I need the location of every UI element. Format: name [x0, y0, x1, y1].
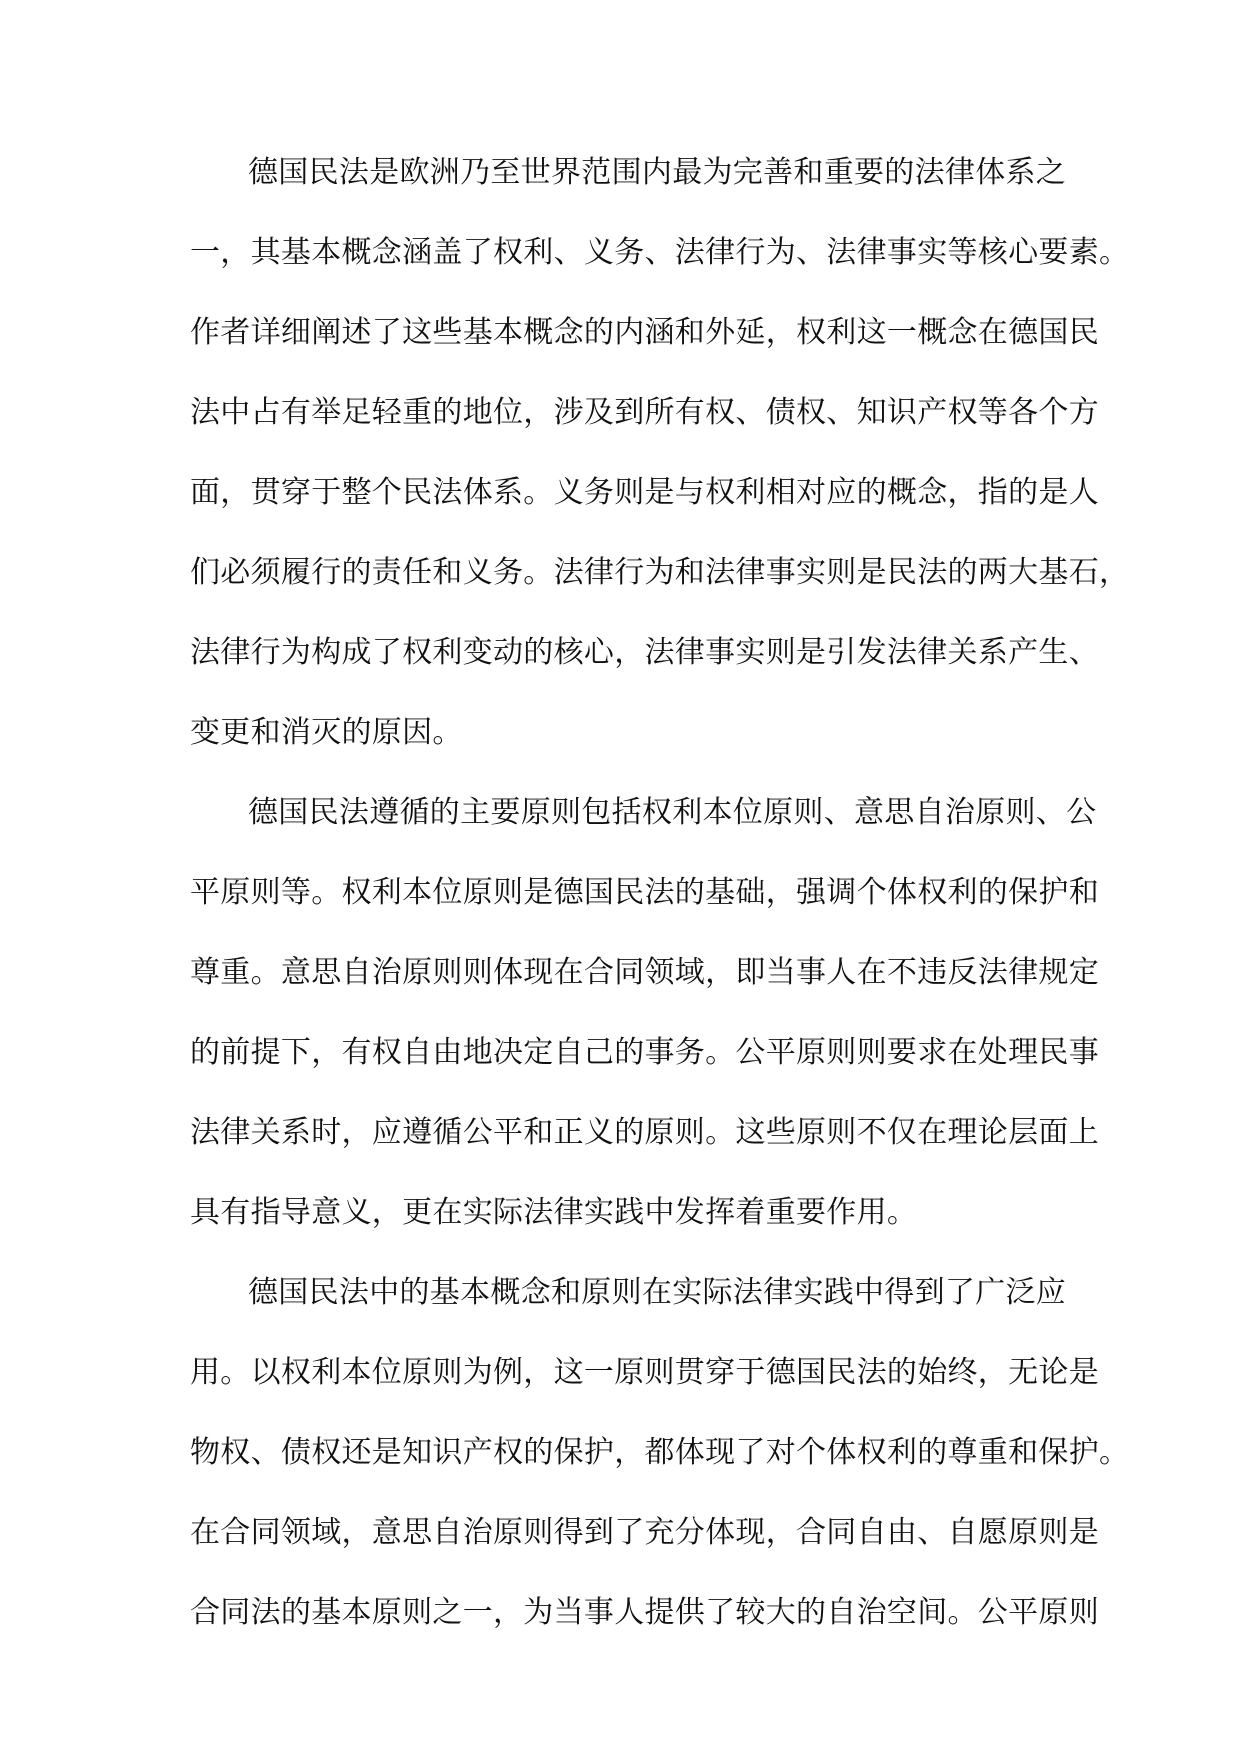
paragraph-line: 德国民法中的基本概念和原则在实际法律实践中得到了广泛应: [248, 1275, 1067, 1310]
paragraph-line: 用。以权利本位原则为例，这一原则贯穿于德国民法的始终，无论是: [190, 1355, 1099, 1390]
paragraph-line: 法中占有举足轻重的地位，涉及到所有权、债权、知识产权等各个方: [190, 395, 1099, 430]
paragraph-line: 平原则等。权利本位原则是德国民法的基础，强调个体权利的保护和: [190, 875, 1099, 910]
paragraph-concepts: [190, 147, 1130, 787]
paragraph-line: 的前提下，有权自由地决定自己的事务。公平原则则要求在处理民事: [190, 1035, 1099, 1070]
paragraph-line: 具有指导意义，更在实际法律实践中发挥着重要作用。: [190, 1195, 918, 1230]
paragraph-line: 一，其基本概念涵盖了权利、义务、法律行为、法律事实等核心要素。: [190, 235, 1130, 270]
paragraph-line: 德国民法遵循的主要原则包括权利本位原则、意思自治原则、公: [248, 795, 1097, 830]
paragraph-line: 作者详细阐述了这些基本概念的内涵和外延，权利这一概念在德国民: [190, 315, 1099, 350]
paragraph-principles: [190, 787, 1099, 1267]
paragraph-line: 合同法的基本原则之一，为当事人提供了较大的自治空间。公平原则: [190, 1595, 1099, 1630]
paragraph-line: 法律行为构成了权利变动的核心，法律事实则是引发法律关系产生、: [190, 635, 1099, 670]
paragraph-line: 面，贯穿于整个民法体系。义务则是与权利相对应的概念，指的是人: [190, 475, 1099, 510]
paragraph-line: 德国民法是欧洲乃至世界范围内最为完善和重要的法律体系之: [248, 155, 1067, 190]
paragraph-application: [190, 1267, 1130, 1667]
paragraph-line: 变更和消灭的原因。: [190, 715, 463, 750]
paragraph-line: 尊重。意思自治原则则体现在合同领域，即当事人在不违反法律规定: [190, 955, 1099, 990]
paragraph-line: 们必须履行的责任和义务。法律行为和法律事实则是民法的两大基石，: [190, 555, 1130, 590]
paragraph-line: 在合同领域，意思自治原则得到了充分体现，合同自由、自愿原则是: [190, 1515, 1099, 1550]
paragraph-line: 物权、债权还是知识产权的保护，都体现了对个体权利的尊重和保护。: [190, 1435, 1130, 1470]
paragraph-line: 法律关系时，应遵循公平和正义的原则。这些原则不仅在理论层面上: [190, 1115, 1099, 1150]
document-body: [190, 147, 1130, 1667]
